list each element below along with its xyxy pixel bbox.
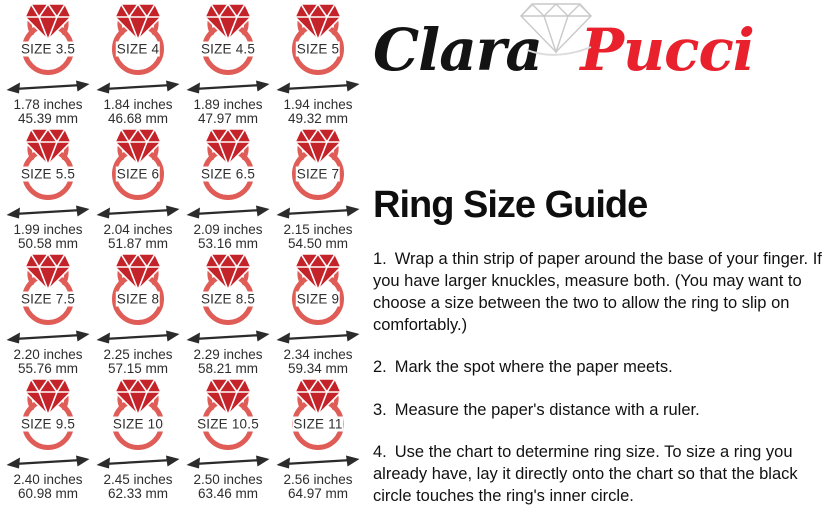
diameter-inches: 2.04 inches	[103, 222, 173, 237]
ring-with-diamond-icon	[273, 2, 363, 78]
ring-size-cell	[3, 377, 93, 502]
ring-illustration	[273, 252, 363, 328]
ring-illustration	[273, 377, 363, 453]
ring-measurements	[13, 98, 82, 126]
diameter-inches: 2.15 inches	[283, 222, 353, 237]
ring-size-label: SIZE 4	[116, 41, 160, 57]
diameter-inches: 1.84 inches	[103, 97, 173, 112]
diameter-inches: 2.45 inches	[103, 472, 173, 487]
ring-illustration	[93, 377, 183, 453]
diameter-inches: 2.40 inches	[13, 472, 83, 487]
ring-illustration	[93, 2, 183, 78]
diameter-arrow-icon	[185, 329, 271, 344]
ring-illustration	[93, 252, 183, 328]
ring-with-diamond-icon	[3, 2, 93, 78]
ring-illustration	[273, 127, 363, 203]
ring-size-label: SIZE 10.5	[197, 416, 259, 432]
ring-size-label: SIZE 9	[296, 291, 340, 307]
step-number: 4.	[373, 442, 387, 461]
page-title: Ring Size Guide	[373, 184, 648, 226]
diameter-arrow-icon	[95, 454, 181, 469]
ring-size-label: SIZE 4.5	[200, 41, 256, 57]
ring-size-cell	[273, 127, 363, 252]
ring-with-diamond-icon	[183, 2, 273, 78]
ring-size-label: SIZE 8	[116, 291, 160, 307]
diameter-mm: 49.32 mm	[287, 111, 349, 126]
ring-with-diamond-icon	[93, 2, 183, 78]
ring-with-diamond-icon	[3, 127, 93, 203]
diameter-arrow-icon	[185, 454, 271, 469]
ring-size-label: SIZE 7	[296, 166, 340, 182]
ring-size-label: SIZE 9.5	[20, 416, 76, 432]
ring-with-diamond-icon	[273, 377, 363, 453]
ring-measurements	[13, 348, 82, 376]
ring-size-cell	[93, 252, 183, 377]
ring-illustration	[183, 127, 273, 203]
diameter-arrow-icon	[275, 79, 361, 94]
diameter-arrow-icon	[5, 329, 91, 344]
ring-with-diamond-icon	[3, 377, 93, 453]
step-number: 3.	[373, 400, 387, 419]
diameter-inches: 2.50 inches	[193, 472, 263, 487]
ring-illustration	[3, 127, 93, 203]
diameter-mm: 46.68 mm	[107, 111, 169, 126]
ring-measurements	[283, 223, 352, 251]
ring-size-label: SIZE 6	[116, 166, 160, 182]
step-number: 2.	[373, 358, 387, 377]
info-panel	[373, 0, 835, 527]
ring-size-label: SIZE 7.5	[20, 291, 76, 307]
ring-illustration	[93, 127, 183, 203]
diameter-inches: 2.20 inches	[13, 347, 83, 362]
diameter-mm: 64.97 mm	[287, 486, 349, 501]
step-text: Mark the spot where the paper meets.	[394, 358, 673, 377]
ring-measurements	[103, 473, 172, 501]
ring-size-label: SIZE 6.5	[200, 166, 256, 182]
step-text: Measure the paper's distance with a ruler.	[394, 400, 700, 419]
ring-size-label: SIZE 10	[112, 416, 164, 432]
diameter-inches: 2.56 inches	[283, 472, 353, 487]
ring-with-diamond-icon	[183, 252, 273, 328]
diameter-inches: 1.89 inches	[193, 97, 263, 112]
diameter-mm: 57.15 mm	[107, 361, 169, 376]
ring-size-cell	[93, 2, 183, 127]
ring-size-cell	[3, 2, 93, 127]
ring-size-label: SIZE 3.5	[20, 41, 76, 57]
ring-measurements	[103, 348, 172, 376]
ring-with-diamond-icon	[93, 252, 183, 328]
diameter-arrow-icon	[275, 204, 361, 219]
step-text: Wrap a thin strip of paper around the base of your finger. If you have larger knuckles, measure both. (You may want to choose a size between the two to allow the ring to slip on comfortably.)	[373, 250, 822, 335]
ring-illustration	[3, 377, 93, 453]
diameter-mm: 51.87 mm	[107, 236, 169, 251]
ring-measurements	[193, 98, 262, 126]
ring-measurements	[193, 223, 262, 251]
ring-measurements	[283, 98, 352, 126]
instruction-step	[373, 356, 835, 378]
ring-measurements	[103, 98, 172, 126]
ring-size-label: SIZE 5.5	[20, 166, 76, 182]
ring-size-cell	[273, 377, 363, 502]
diameter-arrow-icon	[5, 454, 91, 469]
diameter-arrow-icon	[275, 329, 361, 344]
diameter-mm: 45.39 mm	[17, 111, 79, 126]
diameter-inches: 2.29 inches	[193, 347, 263, 362]
ring-illustration	[3, 2, 93, 78]
diameter-mm: 53.16 mm	[197, 236, 259, 251]
ring-measurements	[103, 223, 172, 251]
diameter-inches: 2.25 inches	[103, 347, 173, 362]
diamond-outline-icon	[511, 0, 603, 58]
ring-size-cell	[273, 2, 363, 127]
diameter-mm: 62.33 mm	[107, 486, 169, 501]
brand-name-second: Pucci	[580, 16, 754, 84]
ring-size-cell	[3, 252, 93, 377]
diameter-arrow-icon	[185, 204, 271, 219]
ring-with-diamond-icon	[93, 377, 183, 453]
instruction-list	[373, 248, 835, 507]
ring-illustration	[183, 252, 273, 328]
ring-with-diamond-icon	[273, 252, 363, 328]
ring-size-cell	[183, 2, 273, 127]
instruction-step	[373, 441, 835, 507]
ring-illustration	[183, 377, 273, 453]
ring-measurements	[283, 473, 352, 501]
step-text: Use the chart to determine ring size. To size a ring you already have, lay it directly onto the chart so that the black circle touches the ring's inner circle.	[373, 442, 798, 505]
ring-size-label: SIZE 8.5	[200, 291, 256, 307]
ring-size-cell	[93, 377, 183, 502]
diameter-mm: 59.34 mm	[287, 361, 349, 376]
ring-size-cell	[93, 127, 183, 252]
ring-size-cell	[273, 252, 363, 377]
ring-measurements	[283, 348, 352, 376]
diameter-mm: 63.46 mm	[197, 486, 259, 501]
diameter-inches: 1.99 inches	[13, 222, 83, 237]
ring-size-cell	[183, 127, 273, 252]
step-number: 1.	[373, 250, 387, 268]
diameter-arrow-icon	[95, 79, 181, 94]
diameter-arrow-icon	[5, 79, 91, 94]
diameter-arrow-icon	[185, 79, 271, 94]
ring-measurements	[193, 473, 262, 501]
instruction-step	[373, 399, 835, 421]
ring-measurements	[193, 348, 262, 376]
ring-size-cell	[183, 377, 273, 502]
ring-illustration	[183, 2, 273, 78]
diameter-mm: 58.21 mm	[197, 361, 259, 376]
ring-size-cell	[183, 252, 273, 377]
ring-with-diamond-icon	[93, 127, 183, 203]
ring-illustration	[273, 2, 363, 78]
diameter-arrow-icon	[5, 204, 91, 219]
diameter-arrow-icon	[95, 204, 181, 219]
brand-name-first: Clara	[373, 16, 542, 84]
diameter-inches: 1.94 inches	[283, 97, 353, 112]
instruction-step	[373, 248, 835, 336]
diameter-arrow-icon	[95, 329, 181, 344]
ring-with-diamond-icon	[273, 127, 363, 203]
diameter-inches: 2.34 inches	[283, 347, 353, 362]
diameter-inches: 1.78 inches	[13, 97, 83, 112]
diameter-mm: 55.76 mm	[17, 361, 79, 376]
diameter-mm: 50.58 mm	[17, 236, 79, 251]
diameter-mm: 54.50 mm	[287, 236, 349, 251]
ring-illustration	[3, 252, 93, 328]
ring-measurements	[13, 223, 82, 251]
ring-with-diamond-icon	[183, 377, 273, 453]
ring-measurements	[13, 473, 82, 501]
ring-size-cell	[3, 127, 93, 252]
ring-size-chart	[3, 2, 363, 502]
diameter-mm: 47.97 mm	[197, 111, 259, 126]
ring-with-diamond-icon	[183, 127, 273, 203]
ring-size-label: SIZE 11	[293, 416, 343, 432]
diameter-arrow-icon	[275, 454, 361, 469]
ring-size-label: SIZE 5	[296, 41, 340, 57]
brand-logo	[373, 0, 835, 104]
diameter-inches: 2.09 inches	[193, 222, 263, 237]
ring-with-diamond-icon	[3, 252, 93, 328]
diameter-mm: 60.98 mm	[17, 486, 79, 501]
